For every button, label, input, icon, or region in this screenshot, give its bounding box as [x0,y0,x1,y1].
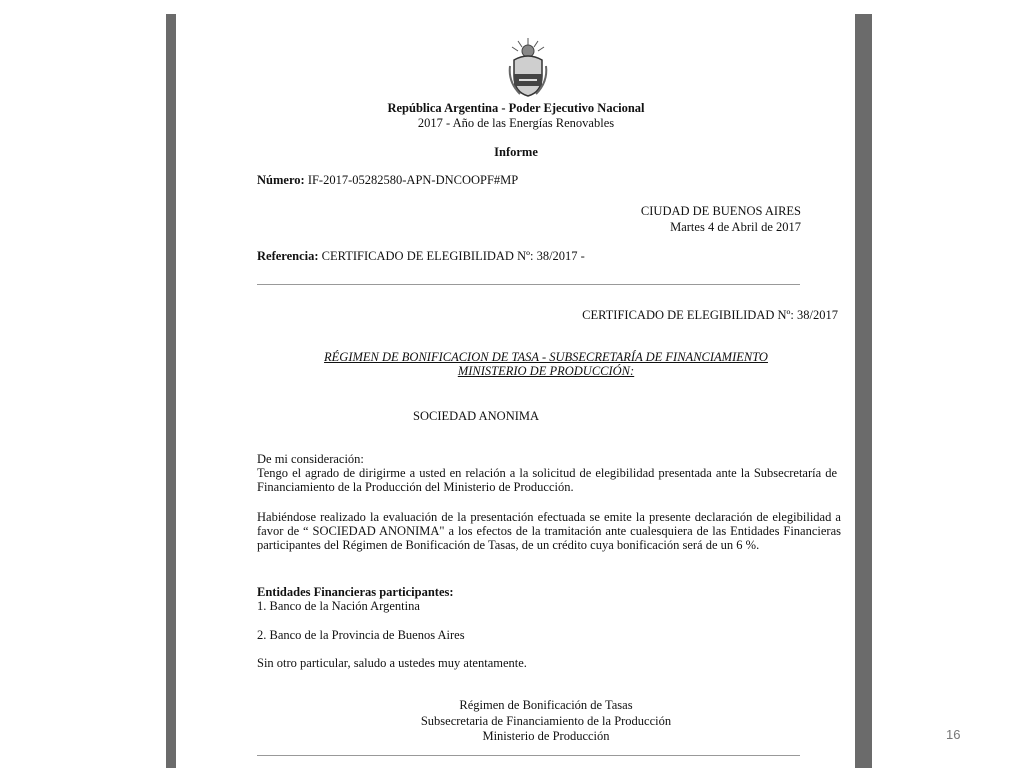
header-title: República Argentina - Poder Ejecutivo Nacional [387,101,645,115]
slide-number: 16 [946,727,961,742]
date: Martes 4 de Abril de 2017 [670,220,801,234]
regimen-heading-line2: MINISTERIO DE PRODUCCIÓN: [457,364,635,378]
signature-line-1: Régimen de Bonificación de Tasas [459,698,633,712]
certificate-title: CERTIFICADO DE ELEGIBILIDAD Nº: 38/2017 [582,308,838,322]
city: CIUDAD DE BUENOS AIRES [640,204,801,218]
salutation: De mi consideración: [257,452,364,466]
page-border-right [855,14,872,768]
separator-bottom [257,755,800,756]
entities-heading: Entidades Financieras participantes: [257,585,454,599]
paragraph-2: Habiéndose realizado la evaluación de la presentación efectuada se emite la presente declaración de elegibilidad a favor de “ SOCIEDAD ANONIMA" a los efectos de la tramitación ante cualesquiera de las Entidades Financieras participantes del Régimen de Bonificación de Tasas, de un crédito cuya bonificación será de un 6 %. [257,510,841,552]
closing: Sin otro particular, saludo a ustedes muy atentamente. [257,656,527,670]
numero-value: IF-2017-05282580-APN-DNCOOPF#MP [307,173,519,187]
numero-label: Número: [257,173,305,187]
separator-top [257,284,800,285]
numero-line [257,173,518,187]
header-subtitle: 2017 - Año de las Energías Renovables [417,116,615,130]
document-page [176,14,855,768]
coat-of-arms-icon [506,36,550,100]
page-border-left [166,14,176,768]
company-name: SOCIEDAD ANONIMA [413,409,540,423]
signature-line-2: Subsecretaria de Financiamiento de la Producción [420,714,672,728]
document-type: Informe [494,145,538,159]
signature-line-3: Ministerio de Producción [482,729,610,743]
referencia-label: Referencia: [257,249,319,263]
paragraph-1: Tengo el agrado de dirigirme a usted en relación a la solicitud de elegibilidad presentada ante la Subsecretaría de Financiamiento de la Producción del Ministerio de Producción. [257,466,837,494]
entity-item-1: 1. Banco de la Nación Argentina [257,599,420,613]
referencia-line [257,249,585,263]
referencia-value: CERTIFICADO DE ELEGIBILIDAD Nº: 38/2017 - [321,249,585,263]
regimen-heading-line1: RÉGIMEN DE BONIFICACION DE TASA - SUBSECRETARÍA DE FINANCIAMIENTO [324,350,768,364]
entity-item-2: 2. Banco de la Provincia de Buenos Aires [257,628,465,642]
